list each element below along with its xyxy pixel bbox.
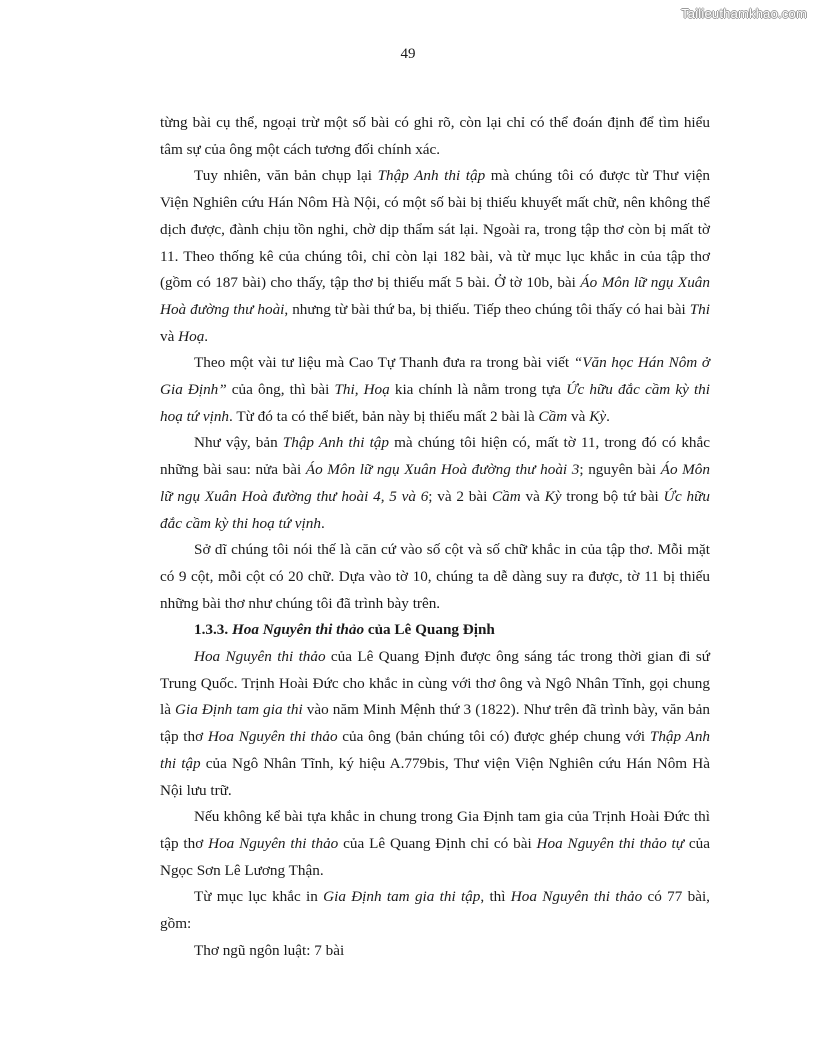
paragraph: Nếu không kể bài tựa khắc in chung trong Gia Định tam gia của Trịnh Hoài Đức thì tập thơ Hoa Nguyên thi thảo của Lê Quang Định chỉ có bài Hoa Nguyên thi thảo tự của Ngọc Sơn Lê Lương Thận. (160, 808, 710, 879)
paragraph: từng bài cụ thể, ngoại trừ một số bài có ghi rõ, còn lại chỉ có thể đoán định để tìm hiểu tâm sự của ông một cách tương đối chính xác. (160, 114, 710, 158)
paragraph: Sở dĩ chúng tôi nói thế là căn cứ vào số cột và số chữ khắc in của tập thơ. Mỗi mặt có 9 cột, mỗi cột có 20 chữ. Dựa vào tờ 10, chúng ta dễ dàng suy ra được, tờ 11 bị thiếu những bài thơ như chúng tôi đã trình bày trên. (160, 541, 710, 612)
section-heading: 1.3.3. Hoa Nguyên thi thảo của Lê Quang Định (194, 621, 495, 639)
paragraph: Từ mục lục khắc in Gia Định tam gia thi tập, thì Hoa Nguyên thi thảo có 77 bài, gồm: (160, 888, 710, 933)
paragraph: Hoa Nguyên thi thảo của Lê Quang Định được ông sáng tác trong thời gian đi sứ Trung Quốc. Trịnh Hoài Đức cho khắc in cùng với thơ ông và Ngô Nhân Tĩnh, gọi chung là Gia Định tam gia thi vào năm Minh Mệnh thứ 3 (1822). Như trên đã trình bày, văn bản tập thơ Hoa Nguyên thi thảo của ông (bản chúng tôi có) được ghép chung với Thập Anh thi tập của Ngô Nhân Tĩnh, ký hiệu A.779bis, Thư viện Viện Nghiên cứu Hán Nôm Hà Nội lưu trữ. (160, 648, 711, 799)
page-number: 49 (400, 46, 416, 62)
paragraph: Theo một vài tư liệu mà Cao Tự Thanh đưa ra trong bài viết “Văn học Hán Nôm ở Gia Định” của ông, thì bài Thi, Hoạ kia chính là nằm trong tựa Ức hữu đắc cầm kỳ thi hoạ tứ vịnh. Từ đó ta có thể biết, bản này bị thiếu mất 2 bài là Cầm và Kỳ. (160, 354, 711, 425)
document-body (160, 110, 710, 965)
paragraph: Tuy nhiên, văn bản chụp lại Thập Anh thi tập mà chúng tôi có được từ Thư viện Viện Nghiên cứu Hán Nôm Hà Nội, có một số bài bị thiếu khuyết mất chữ, nên không thể dịch được, đành chịu tồn nghi, chờ dịp thẩm sát lại. Ngoài ra, trong tập thơ còn bị mất tờ 11. Theo thống kê của chúng tôi, chỉ còn lại 182 bài, và từ mục lục khắc in của tập thơ (gồm có 187 bài) cho thấy, tập thơ bị thiếu mất 5 bài. Ở tờ 10b, bài Áo Môn lữ ngụ Xuân Hoà đường thư hoài, nhưng từ bài thứ ba, bị thiếu. Tiếp theo chúng tôi thấy có hai bài Thi và Hoạ. (160, 167, 711, 345)
watermark: Tailieuthamkhao.com (681, 6, 807, 21)
paragraph: Như vậy, bản Thập Anh thi tập mà chúng tôi hiện có, mất tờ 11, trong đó có khắc những bài sau: nửa bài Áo Môn lữ ngụ Xuân Hoà đường thư hoài 3; nguyên bài Áo Môn lữ ngụ Xuân Hoà đường thư hoài 4, 5 và 6; và 2 bài Cầm và Kỳ trong bộ tứ bài Ức hữu đắc cầm kỳ thi hoạ tứ vịnh. (160, 434, 711, 532)
paragraph: Thơ ngũ ngôn luật: 7 bài (194, 941, 345, 959)
